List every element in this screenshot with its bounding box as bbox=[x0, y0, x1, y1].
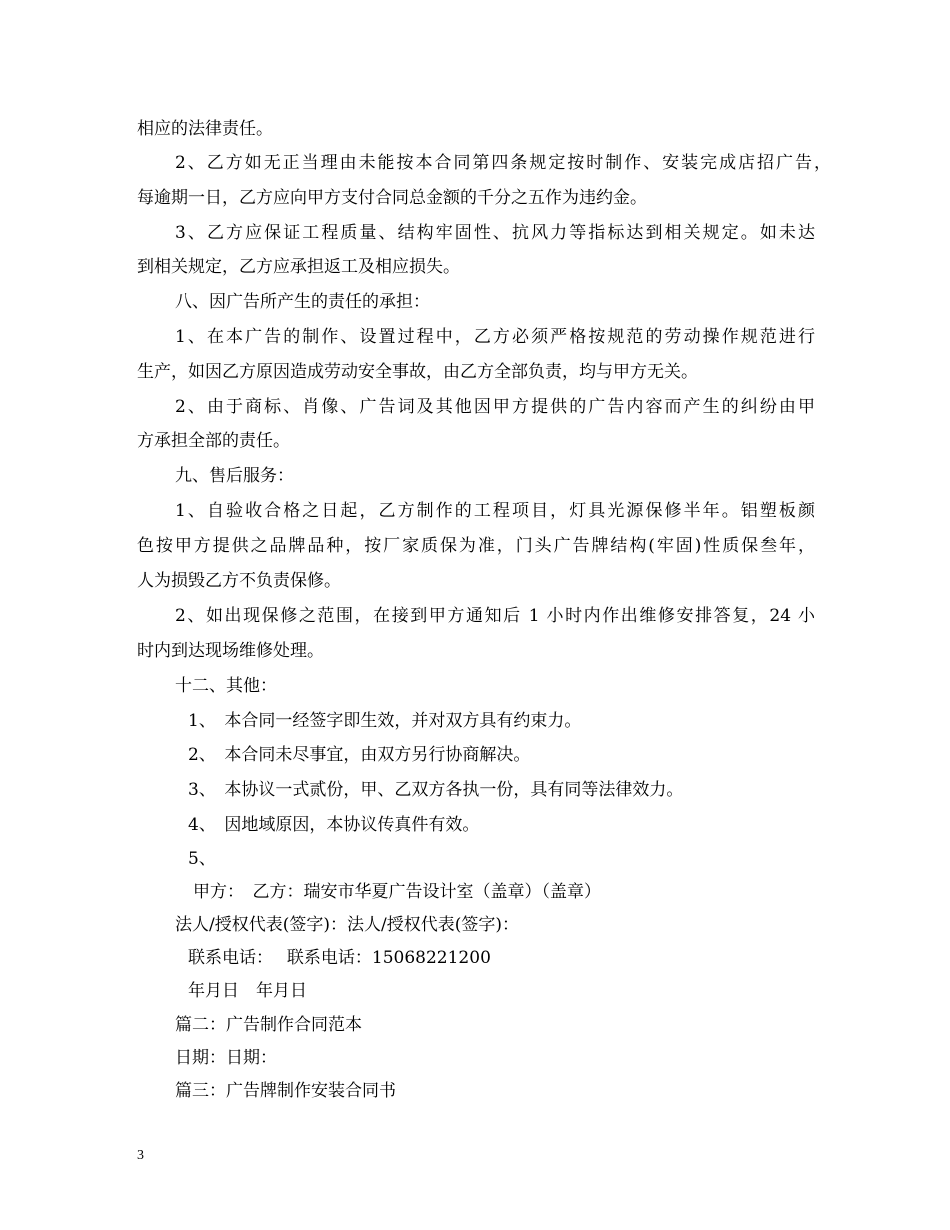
text-line: 3、乙方应保证工程质量、结构牢固性、抗风力等指标达到相关规定。如未达 bbox=[175, 223, 815, 243]
date-line: 年月日 年月日 bbox=[188, 981, 307, 1001]
list-item: 4、 因地域原因，本协议传真件有效。 bbox=[188, 815, 480, 835]
list-item: 1、 本合同一经签字即生效，并对双方具有约束力。 bbox=[188, 711, 582, 731]
section-heading: 十二、其他： bbox=[175, 676, 277, 696]
part-heading: 篇二：广告制作合同范本 bbox=[175, 1015, 362, 1035]
text-line: 到相关规定，乙方应承担返工及相应损失。 bbox=[137, 257, 460, 277]
text-line: 生产，如因乙方原因造成劳动安全事故，由乙方全部负责，均与甲方无关。 bbox=[137, 362, 698, 382]
contact-phone-line: 联系电话： 联系电话：15068221200 bbox=[188, 948, 491, 968]
text-line: 每逾期一日，乙方应向甲方支付合同总金额的千分之五作为违约金。 bbox=[137, 188, 647, 208]
date-line: 日期：日期： bbox=[175, 1048, 277, 1068]
signature-party-line: 甲方： 乙方：瑞安市华夏广告设计室（盖章）（盖章） bbox=[193, 882, 601, 902]
page-number: 3 bbox=[137, 1148, 144, 1163]
section-heading: 八、因广告所产生的责任的承担： bbox=[175, 292, 430, 312]
text-line: 色按甲方提供之品牌品种，按厂家质保为准，门头广告牌结构(牢固)性质保叁年， bbox=[137, 536, 815, 556]
list-item: 5、 bbox=[188, 849, 216, 869]
text-line: 时内到达现场维修处理。 bbox=[137, 641, 324, 661]
section-heading: 九、售后服务： bbox=[175, 466, 294, 486]
part-heading: 篇三：广告牌制作安装合同书 bbox=[175, 1081, 396, 1101]
text-line: 1、在本广告的制作、设置过程中，乙方必须严格按规范的劳动操作规范进行 bbox=[175, 327, 815, 347]
text-line: 方承担全部的责任。 bbox=[137, 431, 290, 451]
text-line: 2、如出现保修之范围，在接到甲方通知后 1 小时内作出维修安排答复，24 小 bbox=[175, 606, 815, 626]
list-item: 3、 本协议一式贰份，甲、乙双方各执一份，具有同等法律效力。 bbox=[188, 780, 684, 800]
text-line: 人为损毁乙方不负责保修。 bbox=[137, 571, 341, 591]
list-item: 2、 本合同未尽事宜，由双方另行协商解决。 bbox=[188, 745, 531, 765]
signature-representative-line: 法人/授权代表(签字)：法人/授权代表(签字)： bbox=[175, 915, 519, 935]
text-line: 1、自验收合格之日起，乙方制作的工程项目，灯具光源保修半年。铝塑板颜 bbox=[175, 501, 815, 521]
text-line: 2、乙方如无正当理由未能按本合同第四条规定按时制作、安装完成店招广告， bbox=[175, 153, 831, 173]
text-line: 相应的法律责任。 bbox=[137, 119, 273, 139]
text-line: 2、由于商标、肖像、广告词及其他因甲方提供的广告内容而产生的纠纷由甲 bbox=[175, 397, 815, 417]
